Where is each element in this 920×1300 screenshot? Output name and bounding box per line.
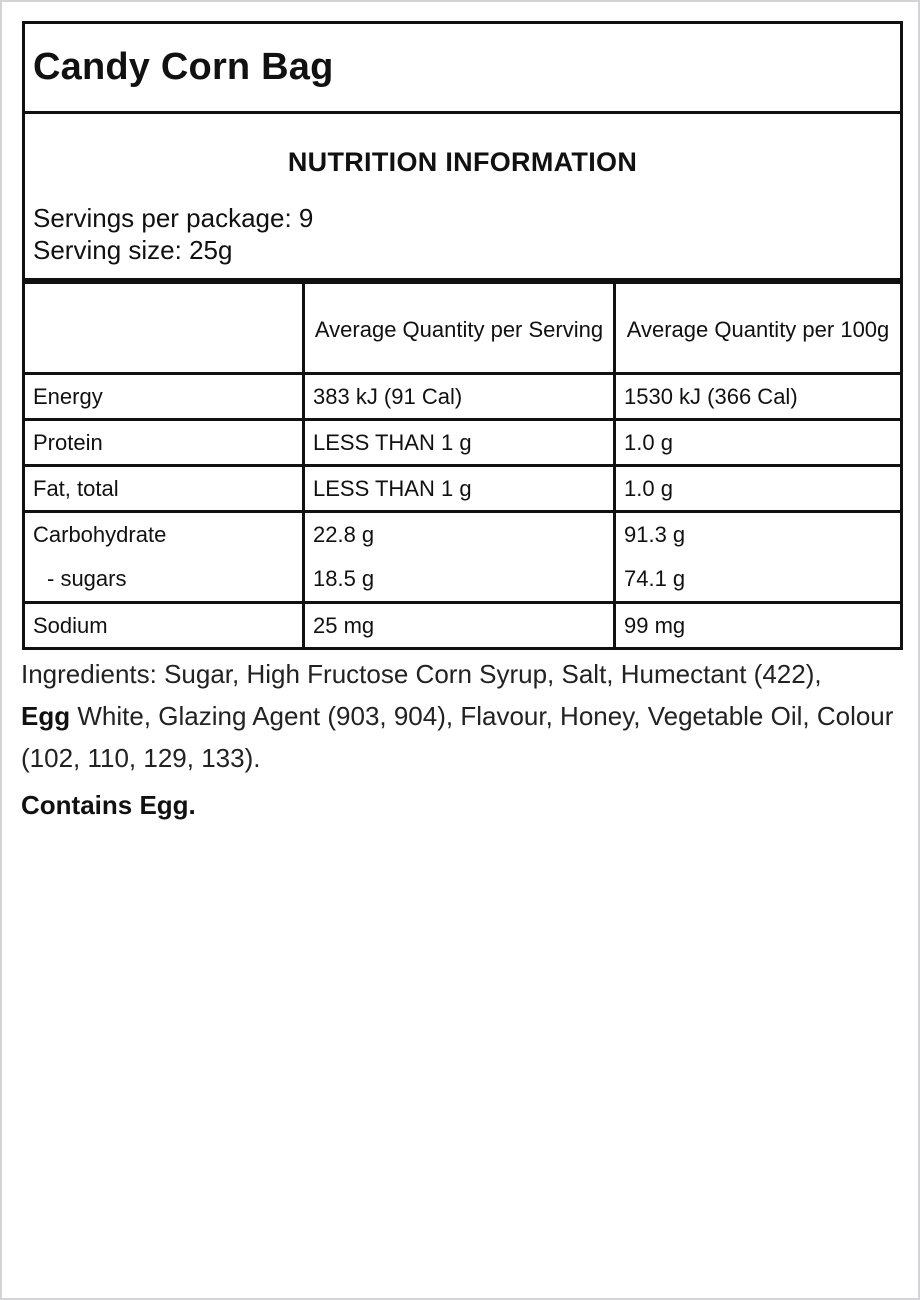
row-per-100g: 99 mg	[615, 603, 902, 649]
row-per-serving: 25 mg	[304, 603, 615, 649]
allergen-word: Egg	[21, 701, 71, 731]
ingredients-text	[21, 653, 906, 779]
row-per-100g: 91.3 g	[624, 522, 686, 547]
row-per-100g: 1530 kJ (366 Cal)	[615, 374, 902, 420]
row-per-serving-group	[304, 512, 615, 603]
nutrition-header	[25, 114, 900, 281]
row-sub-per-100g: 74.1 g	[624, 566, 686, 591]
row-sublabel: - sugars	[47, 566, 127, 591]
row-sub-per-serving: 18.5 g	[313, 566, 375, 591]
row-label: Energy	[24, 374, 304, 420]
header-per-serving: Average Quantity per Serving	[304, 283, 615, 374]
allergen-statement: Contains Egg.	[21, 790, 196, 820]
row-per-serving: 22.8 g	[313, 522, 375, 547]
table-row-protein	[24, 420, 902, 466]
table-row-energy	[24, 374, 902, 420]
ingredients-prefix: Ingredients: Sugar, High Fructose Corn Syrup, Salt, Humectant (422),	[21, 659, 822, 689]
row-label: Fat, total	[24, 466, 304, 512]
row-label-group	[24, 512, 304, 603]
row-label: Sodium	[24, 603, 304, 649]
row-per-serving: LESS THAN 1 g	[304, 466, 615, 512]
nutrition-table	[22, 281, 903, 650]
table-header-row	[24, 283, 902, 374]
serving-size: Serving size: 25g	[33, 235, 233, 265]
servings-per-package: Servings per package: 9	[33, 203, 314, 233]
nutrition-panel	[22, 21, 903, 650]
header-per-100g: Average Quantity per 100g	[615, 283, 902, 374]
product-title: Candy Corn Bag	[25, 24, 900, 114]
row-per-serving: LESS THAN 1 g	[304, 420, 615, 466]
table-row-sodium	[24, 603, 902, 649]
table-row-carbohydrate	[24, 512, 902, 603]
row-label: Protein	[24, 420, 304, 466]
header-empty-cell	[24, 283, 304, 374]
ingredients-suffix: White, Glazing Agent (903, 904), Flavour, Honey, Vegetable Oil, Colour (102, 110, 129, 133).	[21, 701, 894, 773]
row-label: Carbohydrate	[33, 522, 167, 547]
row-per-serving: 383 kJ (91 Cal)	[304, 374, 615, 420]
row-per-100g: 1.0 g	[615, 420, 902, 466]
row-per-100g-group	[615, 512, 902, 603]
table-row-fat	[24, 466, 902, 512]
nutrition-heading: NUTRITION INFORMATION	[287, 147, 638, 177]
row-per-100g: 1.0 g	[615, 466, 902, 512]
